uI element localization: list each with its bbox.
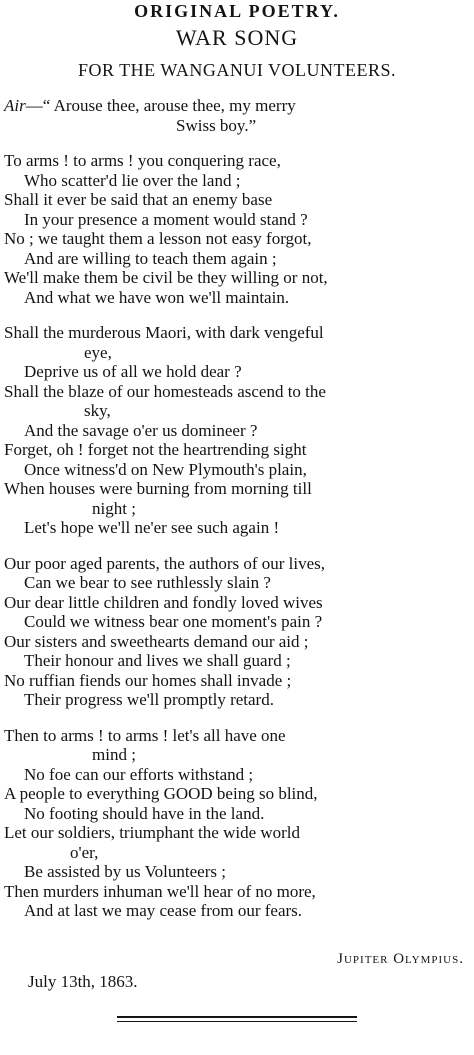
poem-line: In your presence a moment would stand ?: [24, 209, 308, 229]
poem-line: Our sisters and sweethearts demand our aid ;: [4, 631, 309, 651]
poem-line: We'll make them be civil be they willing or not,: [4, 268, 328, 287]
poem-line: And what we have won we'll maintain.: [24, 287, 290, 307]
air-tune-text: —“ Arouse thee, arouse thee, my merry: [25, 96, 296, 115]
poem-line: Shall the murderous Maori, with dark vengeful: [4, 323, 324, 342]
poem-line: Could we witness bear one moment's pain ?: [24, 612, 323, 631]
poem-title: WAR SONG: [175, 25, 299, 50]
poem-line: To arms ! to arms ! you conquering race,: [4, 151, 281, 170]
poem-line-wrap: night ;: [92, 498, 136, 518]
poem-line: No footing should have in the land.: [24, 803, 265, 823]
air-tune-continuation: Swiss boy.”: [176, 115, 257, 135]
poem-body: [4, 96, 470, 921]
poem-line-wrap: o'er,: [70, 842, 99, 862]
poem-line: Let's hope we'll ne'er see such again !: [24, 518, 280, 537]
poem-line-wrap: mind ;: [92, 745, 136, 764]
closing-rule: [117, 1016, 357, 1018]
poem-line: Their progress we'll promptly retard.: [24, 690, 274, 709]
poem-line: Deprive us of all we hold dear ?: [24, 362, 242, 381]
poem-line: Then to arms ! to arms ! let's all have one: [4, 725, 286, 745]
poem-line: No ruffian fiends our homes shall invade ;: [4, 670, 292, 690]
publication-date: July 13th, 1863.: [28, 972, 138, 991]
closing-rule-thin: [117, 1021, 357, 1022]
section-heading: ORIGINAL POETRY.: [134, 1, 340, 21]
poem-line: A people to everything GOOD being so blind,: [4, 784, 318, 803]
poem-line: Be assisted by us Volunteers ;: [24, 862, 226, 881]
poem-line: Their honour and lives we shall guard ;: [24, 651, 291, 670]
poem-line: Forget, oh ! forget not the heartrending sight: [4, 440, 307, 459]
poem-line: When houses were burning from morning till: [4, 479, 312, 498]
stanza-3: [4, 554, 470, 710]
poem-line: And the savage o'er us domineer ?: [24, 420, 258, 440]
poem-line: Shall it ever be said that an enemy base: [4, 190, 273, 209]
air-label: Air: [4, 96, 26, 115]
stanza-1: [4, 151, 470, 307]
poem-line: Shall the blaze of our homesteads ascend to the: [4, 381, 326, 401]
stanza-2: [4, 323, 470, 538]
poem-line: Then murders inhuman we'll hear of no more,: [4, 881, 316, 901]
poem-line-wrap: sky,: [84, 401, 111, 420]
poem-line: Our poor aged parents, the authors of our lives,: [4, 553, 326, 573]
air-line: [4, 96, 470, 116]
poem-line: Once witness'd on New Plymouth's plain,: [24, 459, 307, 479]
poem-line: And at last we may cease from our fears.: [24, 901, 303, 920]
author-signature: Jupiter Olympius.: [337, 951, 464, 967]
poem-line: Can we bear to see ruthlessly slain ?: [24, 573, 271, 592]
poem-line: Our dear little children and fondly loved wives: [4, 592, 323, 612]
poem-line-wrap: eye,: [84, 342, 112, 362]
poem-subtitle: FOR THE WANGANUI VOLUNTEERS.: [77, 60, 396, 80]
poem-line: No ; we taught them a lesson not easy forgot,: [4, 229, 312, 248]
poem-line: Who scatter'd lie over the land ;: [24, 170, 241, 190]
stanza-4: [4, 726, 470, 921]
poem-line: Let our soldiers, triumphant the wide world: [4, 823, 301, 842]
poem-line: No foe can our efforts withstand ;: [24, 764, 254, 784]
poem-line: And are willing to teach them again ;: [24, 248, 277, 268]
